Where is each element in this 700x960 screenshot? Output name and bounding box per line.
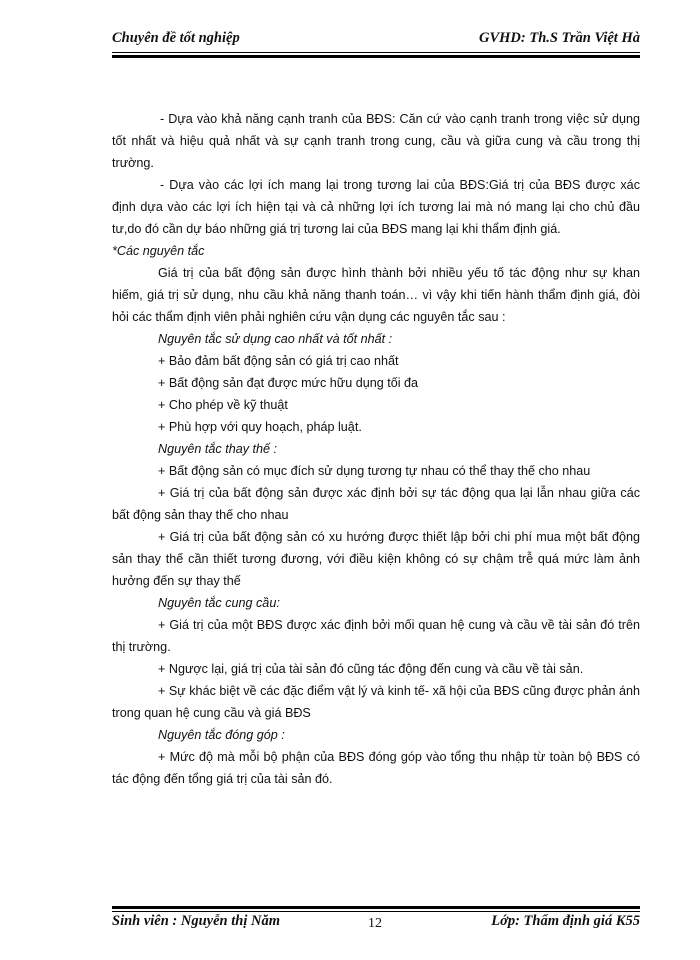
- list-item: + Giá trị của bất động sản được xác định bởi sự tác động qua lại lẫn nhau giữa các bất động sản thay thế cho nhau: [112, 486, 640, 522]
- list-item: + Ngược lại, giá trị của tài sản đó cũng tác động đến cung và cầu về tài sản.: [158, 662, 584, 676]
- list-item: + Giá trị của bất động sản có xu hướng được thiết lập bởi chi phí mua một bất động sản thay thế cần thiết tương đương, với điều kiện không có sự chậm trễ quá mức làm ảnh hưởng đến sự thay thế: [112, 530, 640, 588]
- principle-heading-contribution: Nguyên tắc đóng góp :: [158, 728, 285, 742]
- header-left-title: Chuyên đề tốt nghiệp: [112, 30, 240, 46]
- page-number: 12: [368, 916, 382, 931]
- page-footer: [112, 913, 640, 935]
- header-rule: [112, 52, 640, 58]
- list-item: + Bất động sản đạt được mức hữu dụng tối đa: [158, 376, 419, 390]
- list-item: + Phù hợp với quy hoạch, pháp luật.: [158, 420, 362, 434]
- footer-rule: [112, 906, 640, 912]
- paragraph-future-benefits: - Dựa vào các lợi ích mang lại trong tương lai của BĐS:Giá trị của BĐS được xác định dựa vào các lợi ích hiện tại và cả những lợi ích tương lai mà nó mang lại cho chủ đầu tư,do đó cần dự báo những giá trị tương lai của BĐS mang lại khi thẩm định giá.: [112, 178, 640, 236]
- list-item: + Cho phép về kỹ thuật: [158, 398, 288, 412]
- footer-class: Lớp: Thẩm định giá K55: [491, 913, 640, 929]
- header-right-advisor: GVHD: Th.S Trần Việt Hà: [478, 30, 640, 46]
- list-item: + Sự khác biệt về các đặc điểm vật lý và kinh tế- xã hội của BĐS cũng được phản ánh trong quan hệ cung cầu và giá BĐS: [112, 684, 640, 720]
- footer-student: Sinh viên : Nguyễn thị Năm: [112, 913, 280, 929]
- section-title: *Các nguyên tắc: [112, 244, 205, 258]
- page-header: [112, 30, 640, 52]
- list-item: + Bảo đảm bất động sản có giá trị cao nhất: [158, 354, 399, 368]
- list-item: + Giá trị của một BĐS được xác định bởi mối quan hệ cung và cầu về tài sản đó trên thị trường.: [112, 618, 640, 654]
- principle-heading-supply-demand: Nguyên tắc cung cầu:: [158, 596, 280, 610]
- list-item: + Mức độ mà mỗi bộ phận của BĐS đóng góp vào tổng thu nhập từ toàn bộ BĐS có tác động đến tổng giá trị của tài sản đó.: [112, 750, 640, 786]
- paragraph-intro: Giá trị của bất động sản được hình thành bởi nhiều yếu tố tác động như sự khan hiếm, giá trị sử dụng, nhu cầu khả năng thanh toán… vì vậy khi tiến hành thẩm định giá, đòi hỏi các thẩm định viên phải nghiên cứu vận dụng các nguyên tắc sau :: [112, 266, 640, 324]
- principle-heading-substitution: Nguyên tắc thay thế :: [158, 442, 278, 456]
- paragraph-competition: - Dựa vào khả năng cạnh tranh của BĐS: Căn cứ vào cạnh tranh trong việc sử dụng tốt nhất và hiệu quả nhất và sự cạnh tranh trong cung, cầu và giữa cung và cầu trong thị trường.: [112, 112, 640, 170]
- list-item: + Bất động sản có mục đích sử dụng tương tự nhau có thể thay thế cho nhau: [158, 464, 591, 478]
- principle-heading-highest-best-use: Nguyên tắc sử dụng cao nhất và tốt nhất :: [158, 332, 393, 346]
- document-body: [112, 108, 640, 790]
